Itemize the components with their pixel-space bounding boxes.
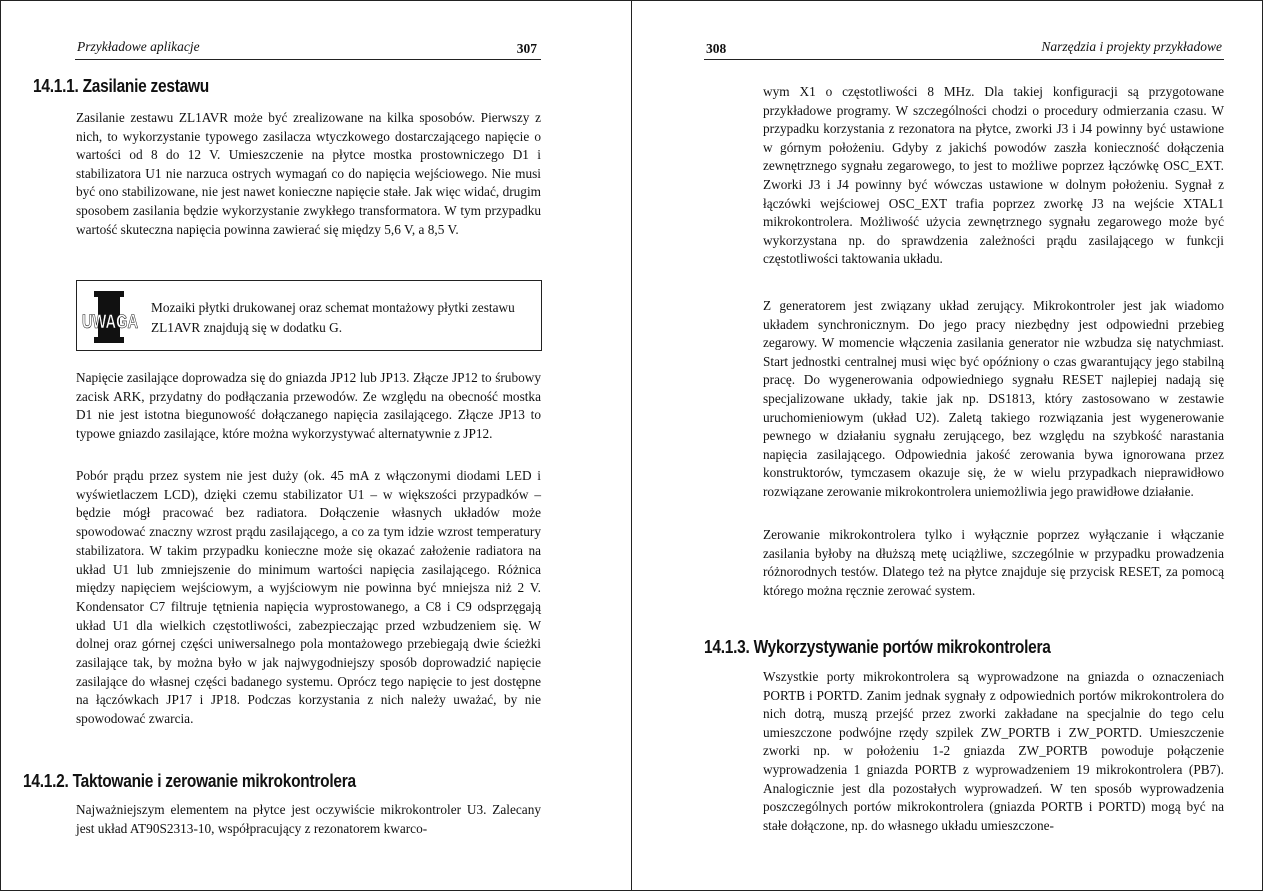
section-title: Taktowanie i zerowanie mikrokontrolera	[72, 771, 356, 791]
paragraph: Najważniejszym elementem na płytce jest oczywiście mikrokontroler U3. Zalecany jest układ AT90S2313-10, współpracujący z rezonatorem kwarco-	[76, 802, 541, 836]
paragraph: Pobór prądu przez system nie jest duży (ok. 45 mA z włączonymi diodami LED i wyświetlaczem LCD), dzięki czemu stabilizator U1 – w większości przypadków – będzie mógł pracować bez radiatora. Dołączenie własnych układów może spowodować znaczny wzrost prądu zasilającego, a co za tym idzie wzrost temperatury stabilizatora. W takim przypadku konieczne może się okazać założenie radiatora na układ U1 lub zmniejszenie do minimum wartości napięcia zasilającego. Różnica między napięciem wejściowym, a wyjściowym nie powinna być mniejsza niż 2 V. Kondensator C7 filtruje tętnienia napięcia wyprostowanego, a C8 i C9 odsprzęgają układ U1 dla wielkich częstotliwości, zabezpieczając przed wzbudzeniem się. W dolnej oraz górnej części uniwersalnego pola montażowego przebiegają dwie ścieżki zasilające tak, by można było w jak najwygodniejszy sposób doprowadzić napięcie zasilające do własnej części badanego systemu. Oprócz tego napięcie to jest dostępne na łączówkach JP17 i JP18. Podczas korzystania z nich należy uważać, by nie spowodować zwarcia.	[76, 468, 541, 727]
running-header	[75, 37, 541, 60]
section-title: Zasilanie zestawu	[82, 76, 209, 96]
section-title: Wykorzystywanie portów mikrokontrolera	[753, 637, 1051, 657]
left-page	[0, 0, 632, 891]
running-header	[704, 37, 1224, 60]
section-number: 14.1.3.	[704, 637, 750, 657]
paragraph: Napięcie zasilające doprowadza się do gniazda JP12 lub JP13. Złącze JP12 to śrubowy zacisk ARK, przydatny do podłączania przewodów. Ze względu na obecność mostka D1 nie jest istotna biegunowość dołączanego napięcia zasilającego. Złącze JP13 to typowe gniazdo zasilające, które można wykorzystywać alternatywnie z JP12.	[76, 370, 541, 441]
page-number: 307	[516, 41, 537, 56]
running-head-title: Narzędzia i projekty przykładowe	[1041, 39, 1222, 54]
section-heading	[33, 76, 209, 97]
running-head-title: Przykładowe aplikacje	[77, 39, 200, 54]
right-page	[631, 0, 1263, 891]
section-number: 14.1.2.	[23, 771, 69, 791]
section-heading	[23, 771, 356, 792]
page-number: 308	[706, 41, 727, 56]
paragraph: Zasilanie zestawu ZL1AVR może być zrealizowane na kilka sposobów. Pierwszy z nich, to wykorzystanie typowego zasilacza wtyczkowego dostarczającego napięcie o wartości od 8 do 12 V. Umieszczenie na płytce mostka prostowniczego D1 i stabilizatora U1 nie narzuca ostrych wymagań co do napięcia wejściowego. Nie musi być ono stabilizowane, nie jest nawet konieczne napięcie stałe. Jak więc widać, drugim sposobem zasilania będzie wykorzystanie zwykłego transformatora. W tym przypadku wartość skuteczna napięcia powinna zawierać się między 5,6 V, a 8,5 V.	[76, 110, 541, 237]
section-heading	[704, 637, 1051, 658]
paragraph: Z generatorem jest związany układ zerujący. Mikrokontroler jest jak wiadomo układem synchronicznym. Do jego pracy niezbędny jest odpowiedni przebieg zegarowy. W momencie włączenia zasilania generator nie wzbudza się natychmiast. Start jednostki centralnej musi więc być opóźniony o czas gwarantujący jego stabilną pracę. Do wygenerowania odpowiedniego sygnału RESET najlepiej nadają się specjalizowane układy, takie jak np. DS1813, który zastosowano w zestawie uruchomieniowym (układ U2). Zaletą takiego rozwiązania jest wygenerowanie pewnego w działaniu sygnału zerującego, bez względu na szybkość narastania napięcia zasilającego. Odpowiednia jakość zerowania bywa ignorowana przez konstruktorów, tymczasem okazuje się, że w wielu przypadkach nieprawidłowo rozwiązane zerowanie mikrokontrolera uniemożliwia jego prawidłowe działanie.	[763, 298, 1224, 499]
paragraph: wym X1 o częstotliwości 8 MHz. Dla takiej konfiguracji są przygotowane przykładowe programy. W szczególności chodzi o procedury odmierzania czasu. W przypadku korzystania z rezonatora na płytce, zworki J3 i J4 powinny być ustawione w górnym położeniu. Gdyby z jakichś powodów zaszła konieczność dołączenia zewnętrznego sygnału zegarowego, to jest to możliwe poprzez łączówkę OSC_EXT. Zworki J3 i J4 powinny być wówczas ustawione w dolnym położeniu. Sygnał z łączówki wejściowej OSC_EXT trafia poprzez zworkę J3 na wejście XTAL1 mikrokontrolera. Możliwość użycia zewnętrznego sygnału zegarowego może być wykorzystana np. do sprawdzenia zależności prądu zasilającego w funkcji częstotliwości taktowania układu.	[763, 84, 1224, 267]
warning-icon	[80, 287, 140, 347]
warning-logo-text: UWAGA	[82, 312, 139, 333]
section-number: 14.1.1.	[33, 76, 79, 96]
paragraph: Zerowanie mikrokontrolera tylko i wyłącznie poprzez wyłączanie i włączanie zasilania byłoby na dłuższą metę uciążliwe, szczególnie w przypadku prowadzenia różnorodnych testów. Dlatego też na płytce znajduje się przycisk RESET, za pomocą którego można ręcznie zerować system.	[763, 527, 1224, 598]
note-text: Mozaiki płytki drukowanej oraz schemat montażowy płytki zestawu ZL1AVR znajdują się w dodatku G.	[151, 300, 515, 335]
note-box	[76, 280, 542, 351]
paragraph: Wszystkie porty mikrokontrolera są wyprowadzone na gniazda o oznaczeniach PORTB i PORTD. Zanim jednak sygnały z odpowiednich portów mikrokontrolera do nich dotrą, muszą przejść przez zworki zakładane na specjalnie do tego celu umieszczone podwójne rzędy szpilek ZW_PORTB i ZW_PORTD. Umieszczenie zworki np. w położeniu 1-2 gniazda ZW_PORTB powoduje połączenie wyprowadzenia 1 gniazda PORTB z wyprowadzeniem 19 mikrokontrolera (PB7). Analogicznie jest dla pozostałych wyprowadzeń. W ten sposób wyprowadzenia poszczególnych portów mikrokontrolera (gniazda PORTB i PORTD) mogą być na stałe dołączone, np. do własnego układu umieszczone-	[763, 669, 1224, 833]
